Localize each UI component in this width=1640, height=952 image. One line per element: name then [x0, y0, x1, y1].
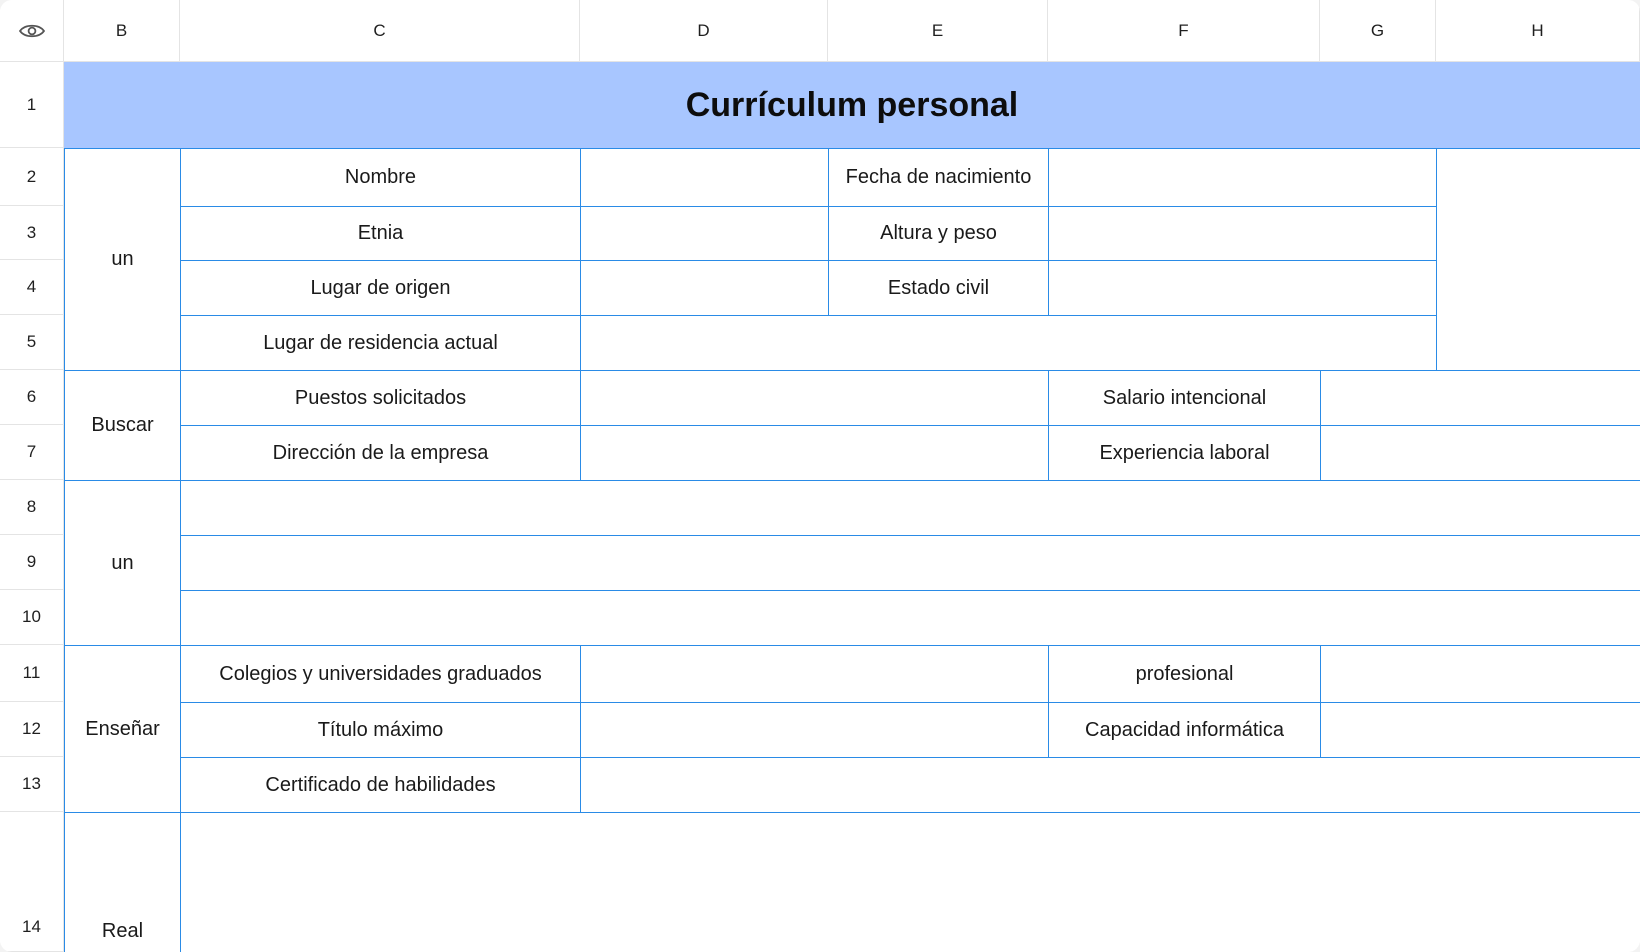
input-colleges[interactable] [580, 645, 1049, 703]
row-header-1[interactable]: 1 [0, 62, 64, 148]
section-experience[interactable]: un [64, 480, 181, 646]
label-colleges[interactable]: Colegios y universidades graduados [180, 645, 581, 703]
row-header-11[interactable]: 11 [0, 645, 64, 702]
section-search[interactable]: Buscar [64, 370, 181, 481]
column-header-d[interactable]: D [580, 0, 828, 62]
resume-title[interactable]: Currículum personal [64, 62, 1640, 148]
input-positions[interactable] [580, 370, 1049, 426]
row-header-12[interactable]: 12 [0, 702, 64, 757]
label-certificates[interactable]: Certificado de habilidades [180, 757, 581, 813]
experience-row-1[interactable] [180, 480, 1640, 536]
row-header-6[interactable]: 6 [0, 370, 64, 425]
row-header-7[interactable]: 7 [0, 425, 64, 480]
input-professional[interactable] [1320, 645, 1640, 703]
row-header-4[interactable]: 4 [0, 260, 64, 315]
input-certificates[interactable] [580, 757, 1640, 813]
row-header-10[interactable]: 10 [0, 590, 64, 645]
label-name[interactable]: Nombre [180, 148, 581, 207]
row-header-13[interactable]: 13 [0, 757, 64, 812]
section-basic-info[interactable]: un [64, 148, 181, 371]
label-height-weight[interactable]: Altura y peso [828, 206, 1049, 261]
column-header-f[interactable]: F [1048, 0, 1320, 62]
experience-row-2[interactable] [180, 535, 1640, 591]
experience-row-3[interactable] [180, 590, 1640, 646]
input-height-weight[interactable] [1048, 206, 1437, 261]
input-birth-date[interactable] [1048, 148, 1437, 207]
input-ethnicity[interactable] [580, 206, 829, 261]
label-ethnicity[interactable]: Etnia [180, 206, 581, 261]
input-company-address[interactable] [580, 425, 1049, 481]
label-positions[interactable]: Puestos solicitados [180, 370, 581, 426]
label-computer-skill[interactable]: Capacidad informática [1048, 702, 1321, 758]
input-work-experience[interactable] [1320, 425, 1640, 481]
column-header-h[interactable]: H [1436, 0, 1640, 62]
label-professional[interactable]: profesional [1048, 645, 1321, 703]
label-origin[interactable]: Lugar de origen [180, 260, 581, 316]
input-max-degree[interactable] [580, 702, 1049, 758]
row-header-5[interactable]: 5 [0, 315, 64, 370]
label-marital-status[interactable]: Estado civil [828, 260, 1049, 316]
input-salary[interactable] [1320, 370, 1640, 426]
label-birth-date[interactable]: Fecha de nacimiento [828, 148, 1049, 207]
select-all-corner[interactable] [0, 0, 64, 62]
row-header-2[interactable]: 2 [0, 148, 64, 206]
row-header-3[interactable]: 3 [0, 206, 64, 260]
section-education[interactable]: Enseñar [64, 645, 181, 813]
section-real[interactable]: Real [64, 812, 181, 952]
input-computer-skill[interactable] [1320, 702, 1640, 758]
eye-icon[interactable] [19, 23, 45, 39]
label-company-address[interactable]: Dirección de la empresa [180, 425, 581, 481]
row-header-9[interactable]: 9 [0, 535, 64, 590]
input-marital-status[interactable] [1048, 260, 1437, 316]
real-content-area[interactable] [180, 812, 1640, 952]
photo-area[interactable] [1436, 148, 1640, 371]
label-residence[interactable]: Lugar de residencia actual [180, 315, 581, 371]
label-salary[interactable]: Salario intencional [1048, 370, 1321, 426]
label-max-degree[interactable]: Título máximo [180, 702, 581, 758]
input-origin[interactable] [580, 260, 829, 316]
input-residence[interactable] [580, 315, 1437, 371]
column-header-c[interactable]: C [180, 0, 580, 62]
column-header-b[interactable]: B [64, 0, 180, 62]
row-header-8[interactable]: 8 [0, 480, 64, 535]
label-work-experience[interactable]: Experiencia laboral [1048, 425, 1321, 481]
column-header-e[interactable]: E [828, 0, 1048, 62]
column-header-g[interactable]: G [1320, 0, 1436, 62]
row-header-14[interactable]: 14 [0, 812, 64, 952]
input-name[interactable] [580, 148, 829, 207]
